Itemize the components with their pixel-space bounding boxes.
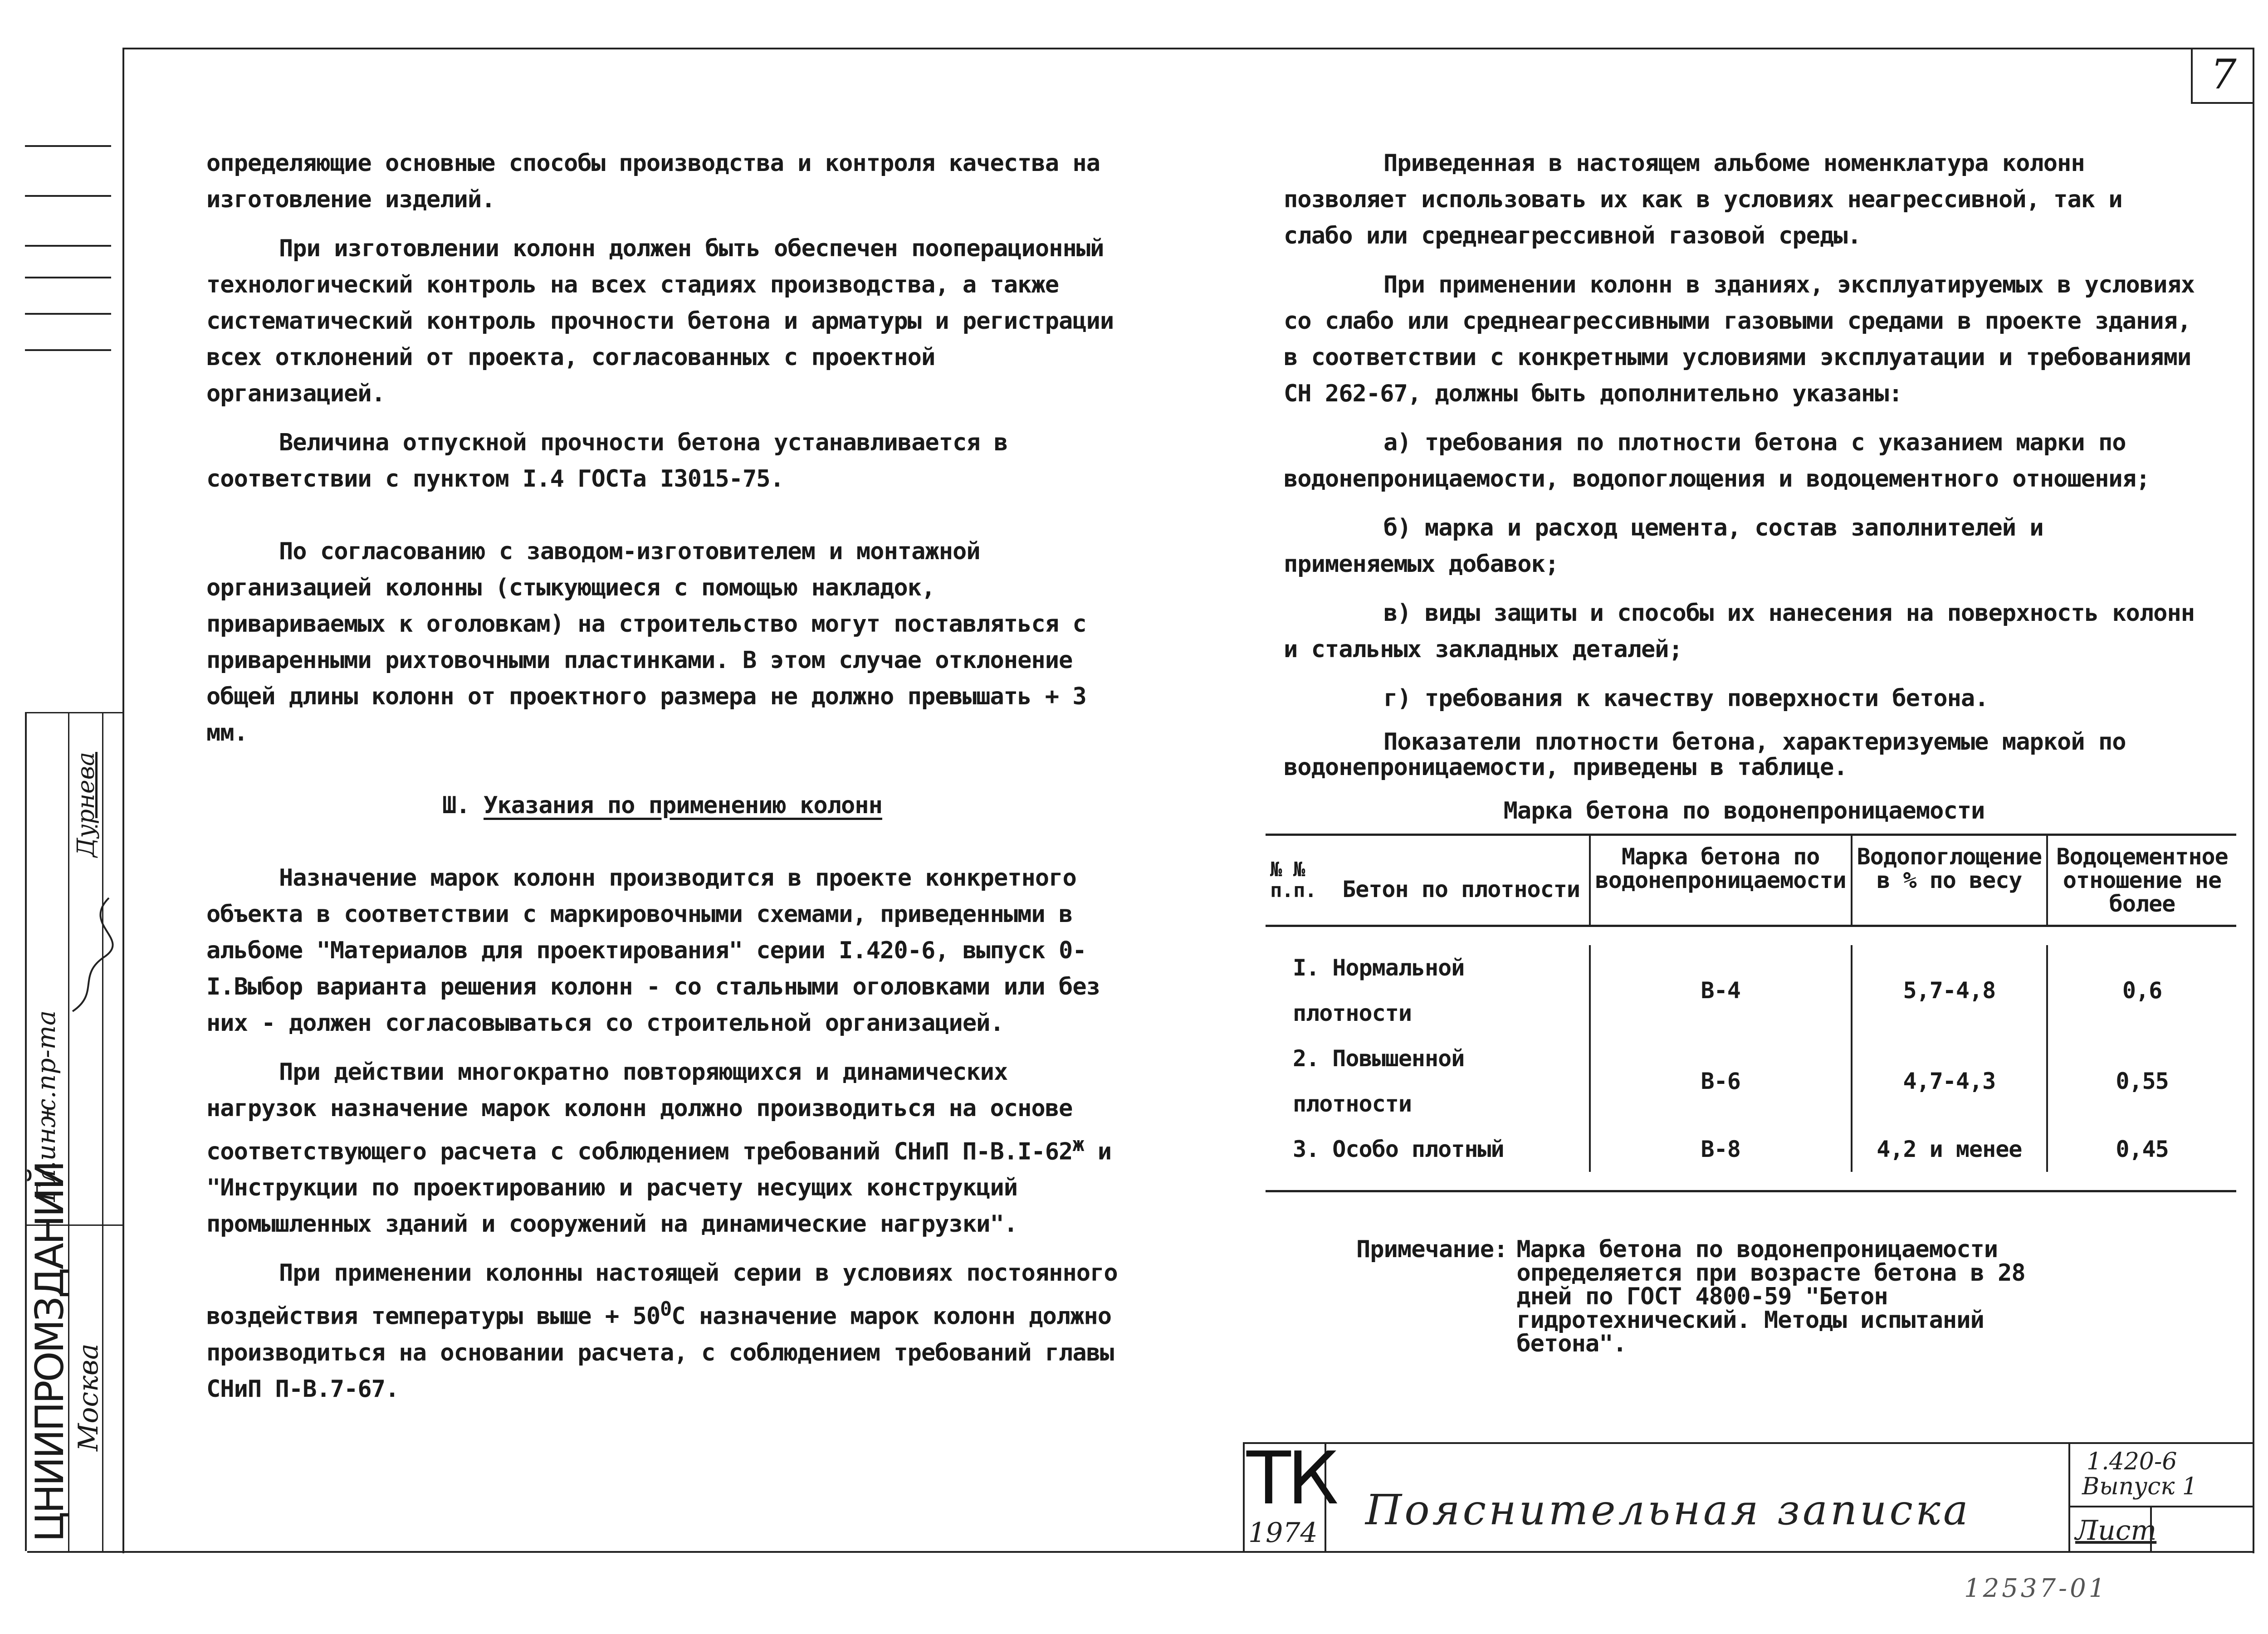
right-item-v: в) виды защиты и способы их нанесения на поверхность колонн и стальных закладных деталей; xyxy=(1284,600,2195,663)
side-stamp-city: Москва xyxy=(73,1343,104,1451)
side-stamp-role: Гл.инж.пр-та xyxy=(32,1010,61,1202)
concrete-table xyxy=(1266,834,2236,1192)
left-paragraph-1: определяющие основные способы производства и контроля качества на изготовление изделий. xyxy=(206,150,1100,213)
right-item-b: б) марка и расход цемента, состав заполнителей и применяемых добавок; xyxy=(1284,514,2043,578)
side-stamp-org: ЦНИИПРОМЗДАНИЙ xyxy=(27,1162,73,1542)
frame-top-border xyxy=(122,48,2254,49)
title-block-year: 1974 xyxy=(1248,1517,1318,1549)
header-ratio: Водоцементное отношение не более xyxy=(2056,844,2228,917)
side-stamp-name: Дурнева xyxy=(73,751,100,857)
note-label: Примечание: xyxy=(1356,1236,1508,1263)
section-heading: Ш. Указания по применению колонн xyxy=(442,792,882,819)
left-paragraph-3: Величина отпускной прочности бетона устанавливается в соответствии с пунктом I.4 ГОСТа I3015-75. xyxy=(206,429,1008,493)
right-paragraph-2: При применении колонн в зданиях, эксплуатируемых в условиях со слабо или среднеагрессивными газовыми средами в проекте здания, в соответствии с конкретными условиями эксплуатации и требованиями СН 262-67, должны быть дополнительно указаны: xyxy=(1284,271,2195,407)
left-column xyxy=(206,145,1118,1407)
header-grade: Марка бетона по водонепроницаемости xyxy=(1590,836,1852,926)
title-block-sheet-label: Лист xyxy=(2075,1515,2157,1546)
left-paragraph-2: При изготовлении колонн должен быть обеспечен пооперационный технологический контроль на всех стадиях производства, а также систематический контроль прочности бетона и арматуры и регистрации всех отклонений от проекта, согласованных с проектной организацией. xyxy=(206,235,1114,407)
frame-left-border xyxy=(122,48,124,1553)
table-title: Марка бетона по водонепроницаемости xyxy=(1503,797,1985,824)
title-block-issue: Выпуск 1 xyxy=(2082,1473,2198,1500)
right-item-g: г) требования к качеству поверхности бетона. xyxy=(1383,685,1989,712)
page-number: 7 xyxy=(2210,51,2237,98)
page-number-box xyxy=(2191,48,2254,104)
left-paragraph-5: Назначение марок колонн производится в проекте конкретного объекта в соответствии с маркировочными схемами, приведенными в альбоме "Материалов для проектирования" серии I.420-6, выпуск 0-I.Выбор варианта решения колонн - со стальными оголовками или без них - должен согласовываться со строительной организацией. xyxy=(206,864,1100,1037)
title-block-title: Пояснительная записка xyxy=(1365,1486,1971,1534)
left-paragraph-6: При действии многократно повторяющихся и динамических нагрузок назначение марок колонн должно производиться на основе соответствующего расчета с соблюдением требований СНиП $П-В.I-62^ж$ и "Инструкции по проектированию и расчету несущих конструкций промышленных зданий и сооружений на динамические нагрузки". xyxy=(206,1058,1112,1238)
frame-right-border xyxy=(2253,48,2254,1553)
table-row: I. Нормальной плотности В-4 5,7-4,8 0,6 xyxy=(1266,945,2236,1036)
right-column xyxy=(1270,145,2228,1357)
title-block-tk: ТК xyxy=(1246,1436,1335,1521)
right-paragraph-3: Показатели плотности бетона, характеризуемые маркой по водонепроницаемости, приведены в таблице. xyxy=(1284,728,2126,781)
right-paragraph-1: Приведенная в настоящем альбоме номенклатура колонн позволяет использовать их как в условиях неагрессивной, так и слабо или среднеагрессивной газовой среды. xyxy=(1284,150,2122,249)
footer-code: 12537-01 xyxy=(1964,1574,2108,1603)
table-row: 2. Повышенной плотности В-6 4,7-4,3 0,55 xyxy=(1266,1036,2236,1127)
right-item-a: а) требования по плотности бетона с указанием марки по водонепроницаемости, водопоглощения и водоцементного отношения; xyxy=(1284,429,2150,493)
header-num-density: № № п.п. Бетон по плотности xyxy=(1266,836,1590,926)
frame-bottom-border xyxy=(27,1551,2254,1553)
table-row: 3. Особо плотный В-8 4,2 и менее 0,45 xyxy=(1266,1127,2236,1172)
left-paragraph-4: По согласованию с заводом-изготовителем и монтажной организацией колонны (стыкующиеся с помощью накладок, привариваемых к оголовкам) на строительство могут поставляться с приваренными рихтовочными пластинками. В этом случае отклонение общей длины колонн от проектного размера не должно превышать + 3 мм. xyxy=(206,538,1086,746)
title-block-series: 1.420-6 xyxy=(2087,1448,2177,1475)
note-text: Марка бетона по водонепроницаемости определяется при возрасте бетона в 28 дней по ГОСТ 4800-59 "Бетон гидротехнический. Методы испытаний бетона". xyxy=(1516,1236,2025,1357)
signature-mark xyxy=(64,884,118,1020)
table-note xyxy=(1284,1238,2204,1356)
left-paragraph-7: При применении колонны настоящей серии в условиях постоянного воздействия температуры выше + $50^0С$ назначение марок колонн должно производиться на основании расчета, с соблюдением требований главы СНиП П-В.7-67. xyxy=(206,1259,1118,1403)
header-absorption: Водопоглощение в % по весу xyxy=(1852,836,2047,926)
